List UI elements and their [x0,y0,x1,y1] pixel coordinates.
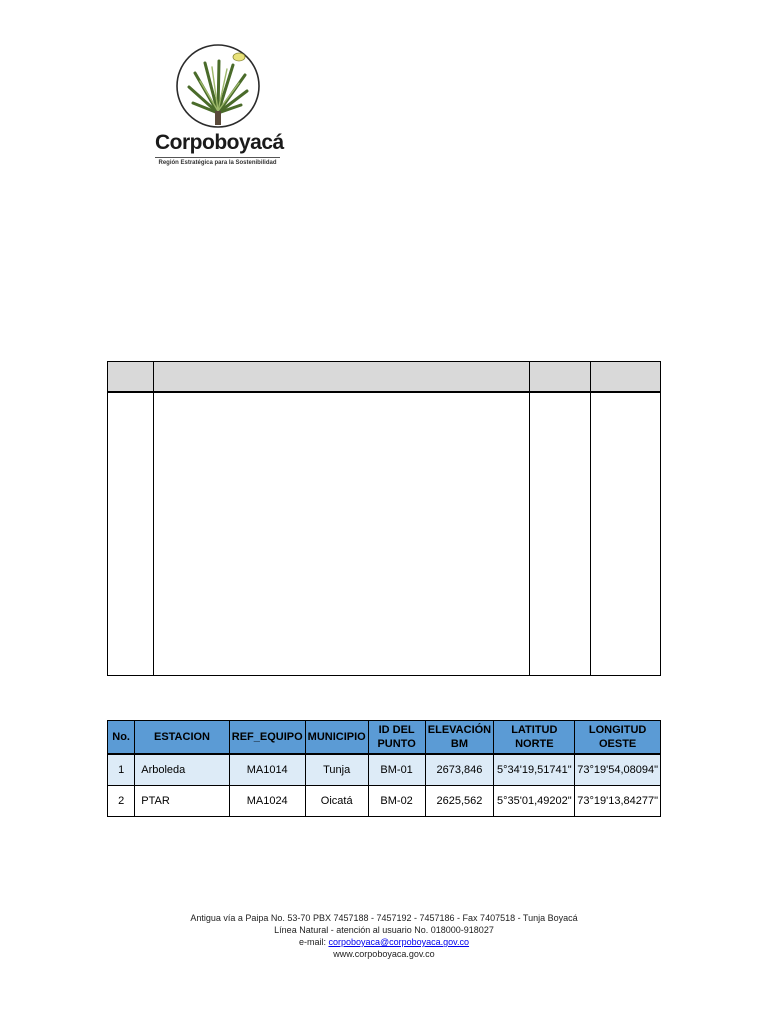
cell-no: 1 [108,754,135,786]
cell-estacion: Arboleda [135,754,230,786]
page-footer [0,912,768,960]
frame-body-cell [108,392,154,676]
header-elevacion: ELEVACIÓN BM [425,721,494,755]
cell-ref-equipo: MA1024 [229,786,305,817]
cell-latitud: 5°35'01,49202" [494,786,575,817]
cell-id-punto: BM-02 [368,786,425,817]
header-id-punto: ID DEL PUNTO [368,721,425,755]
frame-header-cell [108,362,154,393]
cell-id-punto: BM-01 [368,754,425,786]
cell-elevacion: 2673,846 [425,754,494,786]
frame-body-cell [530,392,591,676]
header-no: No. [108,721,135,755]
cell-municipio: Tunja [305,754,368,786]
header-ref-equipo: REF_EQUIPO [229,721,305,755]
header-longitud: LONGITUD OESTE [575,721,661,755]
cell-ref-equipo: MA1014 [229,754,305,786]
cell-municipio: Oicatá [305,786,368,817]
cell-estacion: PTAR [135,786,230,817]
table-row [108,786,661,817]
cell-longitud: 73°19'54,08094" [575,754,661,786]
table-header-row [108,721,661,755]
footer-email-prefix: e-mail: [298,937,329,947]
table-row [108,754,661,786]
frame-header-cell [154,362,530,393]
stations-table [107,720,661,817]
corpoboyaca-logo [155,43,284,171]
footer-address: Antigua vía a Paipa No. 53-70 PBX 7457188 - 7457192 - 7457186 - Fax 7407518 - Tunja Boyacá [190,913,578,923]
logo-name: Corpoboyacá [155,131,284,154]
frame-header-cell [591,362,661,393]
frailejon-plant-icon [175,43,261,129]
footer-email-line [0,936,768,948]
footer-email-link[interactable]: corpoboyaca@corpoboyaca.gov.co [328,937,470,947]
header-estacion: ESTACION [135,721,230,755]
cell-latitud: 5°34'19,51741" [494,754,575,786]
frame-header-cell [530,362,591,393]
empty-frame-table [107,361,661,676]
header-municipio: MUNICIPIO [305,721,368,755]
header-latitud: LATITUD NORTE [494,721,575,755]
cell-elevacion: 2625,562 [425,786,494,817]
cell-longitud: 73°19'13,84277" [575,786,661,817]
logo-tagline: Región Estratégica para la Sostenibilidad [155,157,280,166]
footer-hotline: Línea Natural - atención al usuario No. 018000-918027 [274,925,494,935]
footer-website[interactable]: www.corpoboyaca.gov.co [333,949,435,959]
frame-body-cell [591,392,661,676]
cell-no: 2 [108,786,135,817]
frame-body-cell [154,392,530,676]
frame-body-row [108,392,661,676]
frame-header-row [108,362,661,393]
